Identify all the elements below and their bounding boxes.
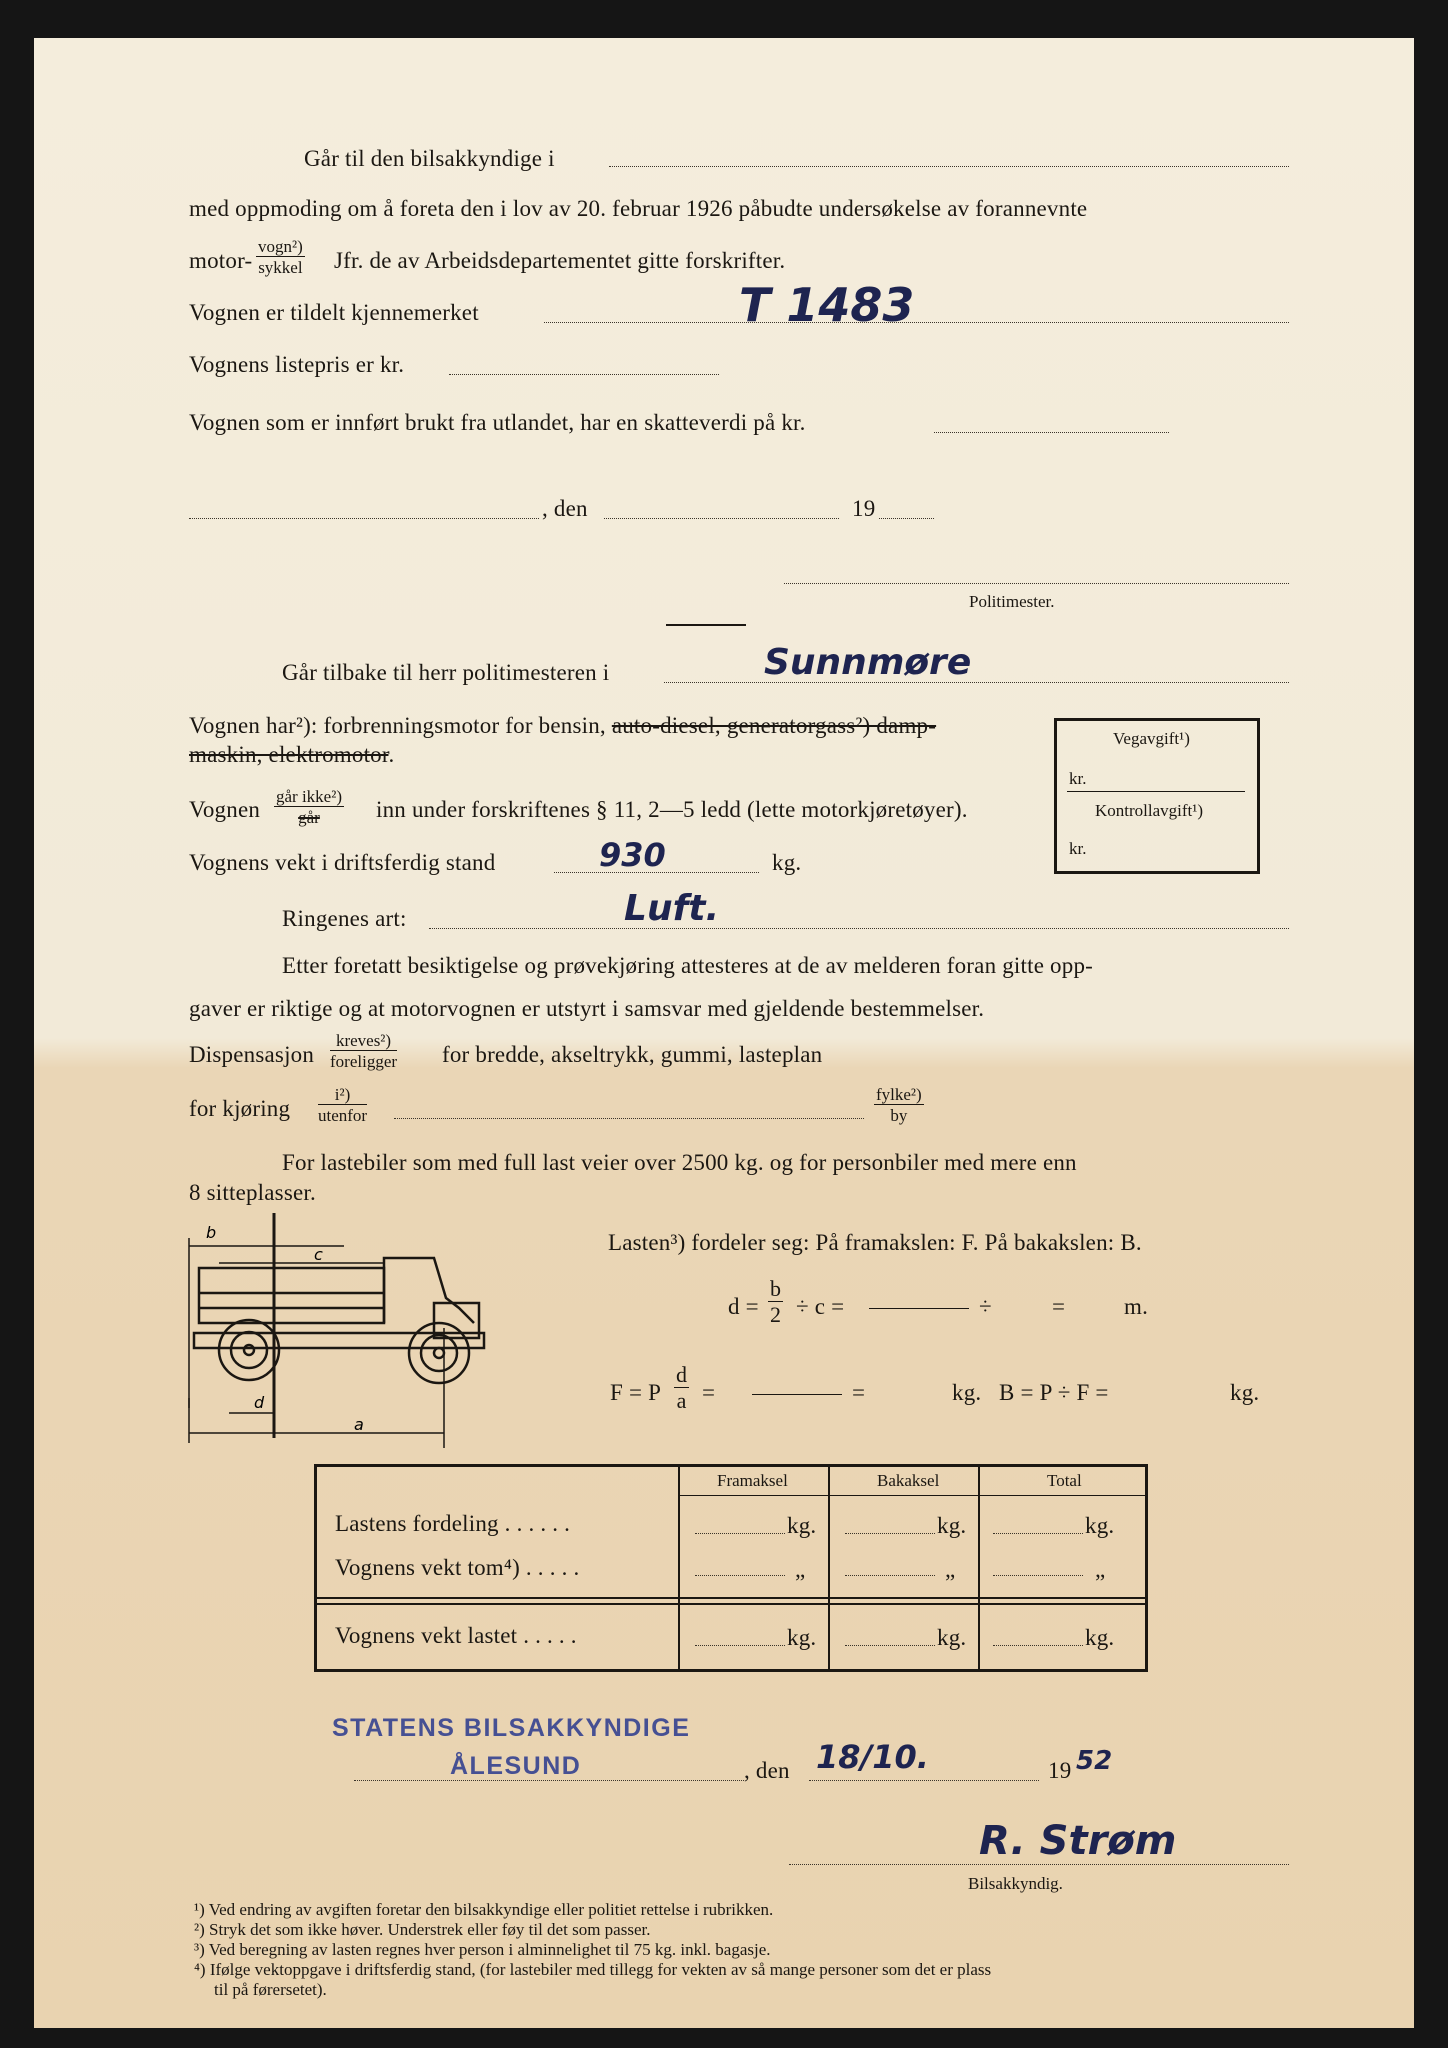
footnote-3-text: Ved beregning av lasten regnes hver person i alminnelighet til 75 kg. inkl. bagasje. <box>208 1940 771 1959</box>
kjennemerke-value[interactable]: T 1483 <box>739 278 915 332</box>
motor-fraction-den: sykkel <box>258 258 303 277</box>
footnote-2 <box>194 1920 650 1940</box>
truck-rear-wheel <box>219 1320 279 1380</box>
row-label-lastens-fordeling: Lastens fordeling . . . . . . <box>335 1511 571 1536</box>
footnote-3 <box>194 1940 771 1960</box>
avgift-divider <box>1067 791 1245 792</box>
truck-cargo-bed <box>199 1268 384 1323</box>
kjoring-fraction <box>318 1086 367 1124</box>
table-row-divider-2 <box>317 1603 1145 1605</box>
footnote-1-text: Ved endring av avgiften foretar den bilsakkyndige eller politiet rettelse i rubrikken. <box>208 1900 774 1919</box>
footnote-4-cont-text: til på førersetet). <box>214 1980 327 1999</box>
sign-den-label: , den <box>744 1758 790 1783</box>
d-formula-div: ÷ <box>979 1294 992 1319</box>
d-formula-left: d = <box>728 1294 759 1319</box>
form-sheet <box>34 38 1414 2028</box>
forskrift-text: inn under forskriftenes § 11, 2—5 ledd (lette motorkjøretøyer). <box>376 797 968 822</box>
cell-tom-bakaksel[interactable] <box>845 1575 935 1576</box>
attest-line-1: Etter foretatt besiktigelse og prøvekjøring attesteres at de av melderen foran gitte opp- <box>282 953 1094 978</box>
motor-fraction <box>256 238 305 276</box>
bilsakkyndig-label: Bilsakkyndig. <box>968 1874 1063 1893</box>
unit-lastet-framaksel: kg. <box>787 1625 817 1650</box>
footnote-1 <box>194 1900 773 1920</box>
motor-har-line-2 <box>189 742 394 768</box>
col-header-framaksel: Framaksel <box>717 1471 788 1490</box>
struck-motor-types-1: auto-diesel, generatorgass²) damp- <box>611 713 937 738</box>
disp-fraction <box>330 1032 397 1070</box>
gar-fraction-den: går <box>298 808 320 827</box>
unit-fordeling-bakaksel: kg. <box>937 1513 967 1538</box>
oppmoding-text: med oppmoding om å foreta den i lov av 20. februar 1926 påbudte undersøkelse av forannevnte <box>189 196 1088 221</box>
vekt-unit: kg. <box>772 850 802 875</box>
weight-table <box>314 1464 1148 1672</box>
cell-fordeling-framaksel[interactable] <box>695 1533 785 1534</box>
d-over-a-num: d <box>676 1362 687 1387</box>
vegavgift-label: Vegavgift¹) <box>1113 729 1190 748</box>
skatteverdi-label: Vognen som er innført brukt fra utlandet, har en skatteverdi på kr. <box>189 410 806 435</box>
unit-tom-total: „ <box>1095 1557 1106 1582</box>
avgift-box <box>1054 718 1260 874</box>
kjennemerke-line <box>544 322 1289 323</box>
col-header-total: Total <box>1047 1471 1082 1490</box>
sign-date-line <box>809 1780 1039 1781</box>
b-over-2-num: b <box>770 1276 781 1301</box>
unit-fordeling-framaksel: kg. <box>787 1513 817 1538</box>
f-blank-1[interactable] <box>752 1394 842 1395</box>
cell-lastet-total[interactable] <box>993 1645 1083 1646</box>
fylke-fraction-den: by <box>890 1106 908 1125</box>
f-formula-kg: kg. <box>952 1380 982 1405</box>
sign-year-value[interactable]: 52 <box>1076 1746 1113 1776</box>
d-over-a <box>674 1364 689 1412</box>
cell-tom-total[interactable] <box>993 1575 1083 1576</box>
d-formula-m: m. <box>1124 1294 1149 1319</box>
ringer-label: Ringenes art: <box>282 906 407 931</box>
politimester-label: Politimester. <box>969 592 1055 611</box>
listepris-line[interactable] <box>449 374 719 375</box>
diagram-label-d: d <box>254 1393 265 1412</box>
vekt-label: Vognens vekt i driftsferdig stand <box>189 850 496 875</box>
footnote-2-mark: ²) <box>194 1920 205 1939</box>
year-line[interactable] <box>879 518 934 519</box>
lastebil-line-2: 8 sitteplasser. <box>189 1180 316 1205</box>
lasten-text: Lasten³) fordeler seg: På framakslen: F. På bakakslen: B. <box>608 1230 1142 1255</box>
dispensasjon-rest: for bredde, akseltrykk, gummi, lasteplan <box>442 1042 823 1067</box>
unit-lastet-total: kg. <box>1085 1625 1115 1650</box>
cell-lastet-bakaksel[interactable] <box>845 1645 935 1646</box>
skatteverdi-line[interactable] <box>934 432 1169 433</box>
d-over-a-den: a <box>676 1388 687 1413</box>
disp-fraction-den: foreligger <box>330 1052 398 1071</box>
d-blank-1[interactable] <box>869 1308 969 1309</box>
footnote-4-text: Ifølge vektoppgave i driftsferdig stand, (for lastebiler med tillegg for vekten av så mange personer som det er plass <box>209 1960 992 1979</box>
lastebil-line-1: For lastebiler som med full last veier over 2500 kg. og for personbiler med mere enn <box>282 1150 1077 1175</box>
footnote-4-cont <box>214 1980 327 2000</box>
footnote-4 <box>194 1960 991 1980</box>
motor-fraction-num: vogn²) <box>258 237 303 256</box>
table-col-divider-1 <box>678 1467 680 1669</box>
row-label-vekt-tom: Vognens vekt tom⁴) . . . . . <box>335 1555 580 1580</box>
unit-tom-framaksel: „ <box>795 1557 806 1582</box>
disp-fraction-num: kreves²) <box>330 1032 397 1051</box>
signature-line <box>789 1864 1289 1865</box>
gar-til-line[interactable] <box>609 166 1289 167</box>
kjoring-fraction-num: i²) <box>318 1086 367 1105</box>
sign-year-prefix: 19 <box>1048 1758 1072 1783</box>
stamp-line-1: STATENS BILSAKKYNDIGE <box>332 1714 691 1742</box>
kjoring-line[interactable] <box>394 1118 864 1119</box>
kjoring-fraction-den: utenfor <box>318 1106 368 1125</box>
d-formula-mid: ÷ c = <box>796 1294 845 1319</box>
footnote-1-mark: ¹) <box>194 1900 205 1919</box>
table-row-divider <box>317 1597 1145 1599</box>
vognen-label: Vognen <box>189 797 261 822</box>
cell-fordeling-total[interactable] <box>993 1533 1083 1534</box>
truck-diagram <box>184 1208 604 1478</box>
gar-tilbake-label: Går tilbake til herr politimesteren i <box>282 660 610 685</box>
signature-handwritten: R. Strøm <box>979 1818 1177 1864</box>
diagram-label-c: c <box>314 1245 323 1264</box>
unit-lastet-bakaksel: kg. <box>937 1625 967 1650</box>
kontrollavgift-label: Kontrollavgift¹) <box>1095 801 1204 820</box>
motor-har-text: Vognen har²): forbrenningsmotor for bensin, <box>189 713 612 738</box>
vegavgift-kr: kr. <box>1069 769 1087 788</box>
for-kjoring-label: for kjøring <box>189 1096 291 1121</box>
gar-fraction <box>274 788 344 826</box>
footnote-4-mark: ⁴) <box>194 1960 206 1979</box>
truck-cab <box>384 1258 474 1323</box>
struck-motor-types-2: maskin, elektromotor <box>189 742 389 767</box>
date-line[interactable] <box>604 518 839 519</box>
cell-tom-framaksel[interactable] <box>695 1575 785 1576</box>
b-over-2 <box>768 1278 783 1326</box>
gar-til-label: Går til den bilsakkyndige i <box>304 146 555 171</box>
ringer-line <box>429 928 1289 929</box>
diagram-label-b: b <box>206 1223 217 1242</box>
section-divider <box>666 624 746 626</box>
f-formula-eq-2: = <box>852 1380 866 1405</box>
motor-prefix: motor- <box>189 248 253 273</box>
f-formula-eq: = <box>702 1380 716 1405</box>
motor-suffix: Jfr. de av Arbeidsdepartementet gitte forskrifter. <box>334 248 786 273</box>
footnote-3-mark: ³) <box>194 1940 205 1959</box>
d-formula-eq: = <box>1052 1294 1066 1319</box>
unit-fordeling-total: kg. <box>1085 1513 1115 1538</box>
b-formula: B = P ÷ F = <box>999 1380 1109 1405</box>
table-header-line <box>678 1495 1145 1496</box>
ringer-value[interactable]: Luft. <box>624 888 720 929</box>
kjennemerke-label: Vognen er tildelt kjennemerket <box>189 300 479 325</box>
gar-tilbake-line <box>664 682 1289 683</box>
col-header-bakaksel: Bakaksel <box>877 1471 940 1490</box>
politimester-sign-line <box>784 583 1289 584</box>
motor-har-dot: . <box>388 742 395 767</box>
sign-date-value[interactable]: 18/10. <box>816 1738 929 1776</box>
footnote-2-text: Stryk det som ikke høver. Understrek eller føy til det som passer. <box>209 1920 651 1939</box>
row-label-vekt-lastet: Vognens vekt lastet . . . . . <box>335 1623 577 1648</box>
fylke-fraction <box>874 1086 924 1124</box>
kontrollavgift-kr: kr. <box>1069 839 1087 858</box>
year-label: 19 <box>852 496 876 521</box>
table-col-divider-3 <box>978 1467 980 1669</box>
gar-fraction-num: går ikke²) <box>276 787 342 806</box>
cell-fordeling-bakaksel[interactable] <box>845 1533 935 1534</box>
vekt-value[interactable]: 930 <box>599 836 666 874</box>
gar-tilbake-value[interactable]: Sunnmøre <box>764 642 972 683</box>
b-over-2-den: 2 <box>770 1302 781 1327</box>
fylke-fraction-num: fylke²) <box>876 1085 922 1104</box>
den-label: , den <box>542 496 588 521</box>
cell-lastet-framaksel[interactable] <box>695 1645 785 1646</box>
b-formula-kg: kg. <box>1230 1380 1260 1405</box>
unit-tom-bakaksel: „ <box>945 1557 956 1582</box>
diagram-label-a: a <box>354 1415 364 1434</box>
f-formula-left: F = P <box>610 1380 662 1405</box>
place-line[interactable] <box>189 518 539 519</box>
dispensasjon-label: Dispensasjon <box>189 1042 315 1067</box>
table-col-divider-2 <box>828 1467 830 1669</box>
listepris-label: Vognens listepris er kr. <box>189 352 405 377</box>
attest-line-2: gaver er riktige og at motorvognen er utstyrt i samsvar med gjeldende bestemmelser. <box>189 996 985 1021</box>
stamp-line-2: ÅLESUND <box>450 1752 582 1780</box>
motor-har-line <box>189 713 936 739</box>
